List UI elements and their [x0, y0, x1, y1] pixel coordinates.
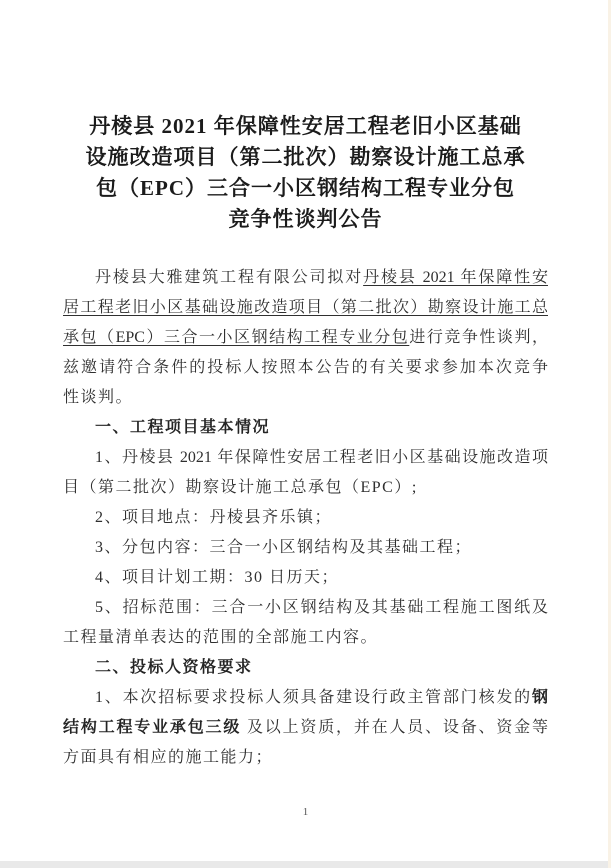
section2-item1-text: 及以上资质，并在人员、设备、资金等: [241, 719, 548, 736]
intro-text: 进行竞争性谈判，: [409, 329, 548, 346]
section2-item1-line-3: 方面具有相应的施工能力；: [63, 749, 274, 766]
intro-underlined-project-name: 居工程老旧小区基础设施改造项目（第二批次）勘察设计施工总: [63, 299, 548, 316]
section2-item1-line-2: [63, 713, 548, 743]
section2-item1-line-1: [63, 683, 548, 713]
section2-item1-bold-qualification: 钢: [531, 689, 548, 706]
section1-item1-line-1: 1、丹棱县 2021 年保障性安居工程老旧小区基础设施改造项: [95, 449, 548, 466]
title-line-3: 包（EPC）三合一小区钢结构工程专业分包: [96, 176, 515, 200]
section2-item1-bold-qualification: 结构工程专业承包三级: [63, 719, 242, 736]
document-title: [63, 111, 548, 235]
section1-item3: 3、分包内容：三合一小区钢结构及其基础工程；: [95, 539, 473, 556]
section2-heading: 二、投标人资格要求: [95, 659, 253, 676]
section1-item2: 2、项目地点：丹棱县齐乐镇；: [95, 509, 333, 526]
intro-line-1: [63, 263, 548, 293]
intro-line-5: 性谈判。: [63, 389, 134, 406]
document-content: [63, 0, 548, 773]
scan-bottom-edge: [0, 861, 611, 868]
section1-item4: 4、项目计划工期：30 日历天；: [95, 569, 340, 586]
section1-item5-line-1: 5、招标范围：三合一小区钢结构及其基础工程施工图纸及: [95, 599, 548, 616]
intro-line-4: 兹邀请符合条件的投标人按照本公告的有关要求参加本次竞争: [63, 359, 548, 376]
document-body: [63, 263, 548, 773]
title-line-1: 丹棱县 2021 年保障性安居工程老旧小区基础: [89, 114, 522, 138]
section1-item5-line-2: 工程量清单表达的范围的全部施工内容。: [63, 629, 379, 646]
section1-heading: 一、工程项目基本情况: [95, 419, 271, 436]
intro-text: 丹棱县大雅建筑工程有限公司拟对: [95, 269, 364, 286]
section1-item1-line-2: 目（第二批次）勘察设计施工总承包（EPC）;: [63, 479, 418, 496]
page-number: 1: [302, 806, 309, 818]
intro-underlined-project-name: 丹棱县 2021 年保障性安: [363, 269, 548, 286]
intro-line-3: [63, 323, 548, 353]
title-line-4: 竞争性谈判公告: [228, 207, 383, 231]
section2-item1-text: 1、本次招标要求投标人须具备建设行政主管部门核发的: [95, 689, 532, 706]
intro-underlined-project-name: 承包（EPC）三合一小区钢结构工程专业分包: [63, 329, 410, 346]
intro-line-2: [63, 293, 548, 323]
title-line-2: 设施改造项目（第二批次）勘察设计施工总承: [85, 145, 526, 169]
